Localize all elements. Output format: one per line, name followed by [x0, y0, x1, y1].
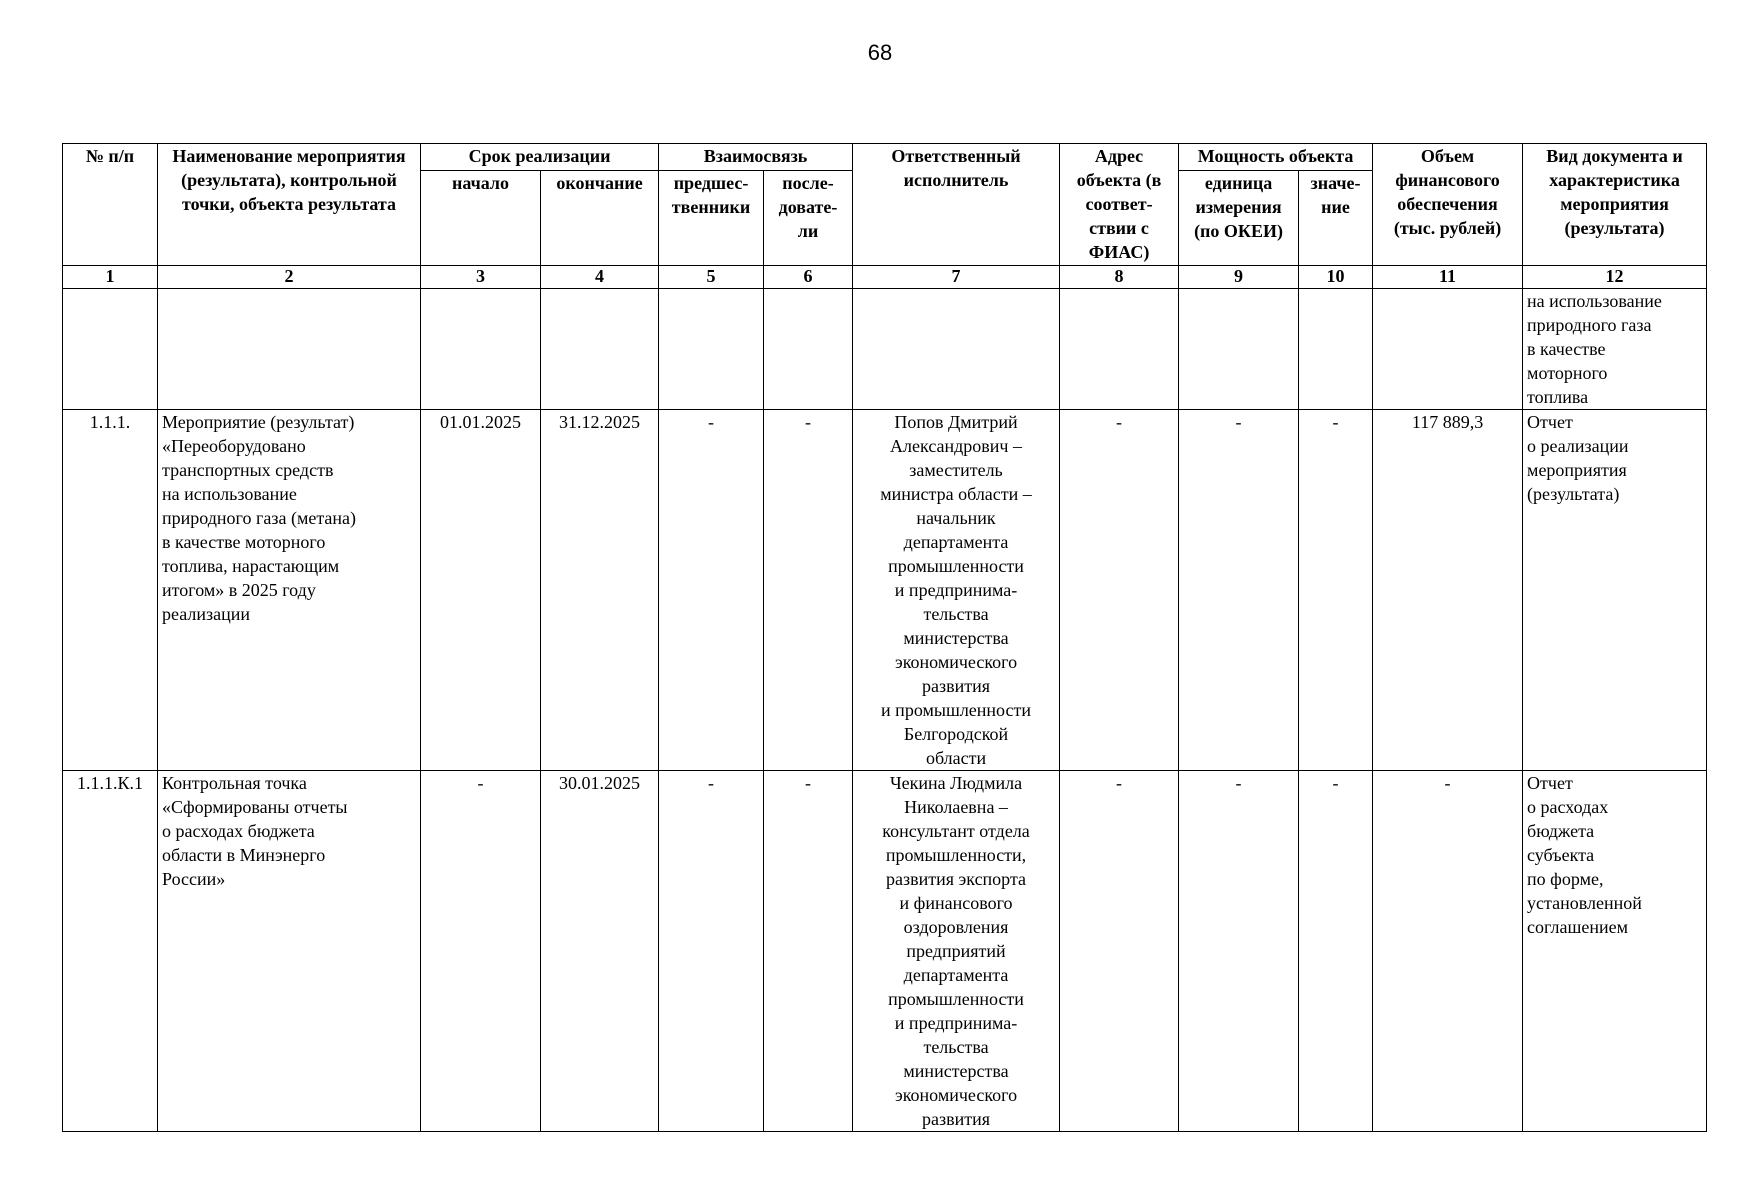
column-number: 5	[659, 266, 764, 289]
header-num: № п/п	[63, 144, 158, 266]
cell-predecessors	[659, 289, 764, 410]
cell-end: 30.01.2025	[541, 771, 659, 1132]
cell-start: -	[421, 771, 541, 1132]
header-document: Вид документа и характеристика мероприятия (результата)	[1523, 144, 1707, 266]
cell-address: -	[1060, 771, 1179, 1132]
header-predecessors: предшес- твенники	[659, 171, 764, 266]
cell-successors	[764, 289, 853, 410]
column-number: 11	[1373, 266, 1523, 289]
column-number: 8	[1060, 266, 1179, 289]
page-number: 68	[867, 40, 893, 65]
header-successors: после- довате- ли	[764, 171, 853, 266]
cell-num: 1.1.1.	[63, 410, 158, 771]
cell-predecessors: -	[659, 771, 764, 1132]
cell-end	[541, 289, 659, 410]
cell-unit: -	[1179, 410, 1299, 771]
cell-start	[421, 289, 541, 410]
column-number: 4	[541, 266, 659, 289]
cell-predecessors: -	[659, 410, 764, 771]
cell-name: Мероприятие (результат) «Переоборудовано транспортных средств на использование природного газа (метана) в качестве моторного топлива, нарастающим итогом» в 2025 году реализации	[158, 410, 421, 771]
cell-responsible	[853, 289, 1060, 410]
header-power-group: Мощность объекта	[1179, 144, 1373, 171]
cell-name: Контрольная точка «Сформированы отчеты о расходах бюджета области в Минэнерго России»	[158, 771, 421, 1132]
header-end: окончание	[541, 171, 659, 266]
events-table	[62, 143, 1707, 1132]
header-name: Наименование мероприятия (результата), контрольной точки, объекта результата	[158, 144, 421, 266]
cell-address	[1060, 289, 1179, 410]
cell-value: -	[1299, 771, 1373, 1132]
cell-address: -	[1060, 410, 1179, 771]
header-value: значе- ние	[1299, 171, 1373, 266]
cell-unit	[1179, 289, 1299, 410]
column-number: 3	[421, 266, 541, 289]
header-unit: единица измерения (по ОКЕИ)	[1179, 171, 1299, 266]
cell-successors: -	[764, 410, 853, 771]
cell-num	[63, 289, 158, 410]
header-start: начало	[421, 171, 541, 266]
column-number: 2	[158, 266, 421, 289]
header-responsible: Ответственный исполнитель	[853, 144, 1060, 266]
cell-responsible: Попов Дмитрий Александрович – заместитель министра области – начальник департамента промышленности и предпринима- тельства министерства экономического развития и промышленности Белгородской области	[853, 410, 1060, 771]
cell-start: 01.01.2025	[421, 410, 541, 771]
cell-document: Отчет о расходах бюджета субъекта по форме, установленной соглашением	[1523, 771, 1707, 1132]
cell-unit: -	[1179, 771, 1299, 1132]
column-number: 6	[764, 266, 853, 289]
cell-name	[158, 289, 421, 410]
header-link-group: Взаимосвязь	[659, 144, 853, 171]
cell-num: 1.1.1.К.1	[63, 771, 158, 1132]
table-row	[63, 289, 1707, 410]
column-number: 1	[63, 266, 158, 289]
table-row	[63, 410, 1707, 771]
cell-financing	[1373, 289, 1523, 410]
column-number: 9	[1179, 266, 1299, 289]
cell-successors: -	[764, 771, 853, 1132]
header-term-group: Срок реализации	[421, 144, 659, 171]
column-number: 12	[1523, 266, 1707, 289]
header-financing: Объем финансового обеспечения (тыс. рублей)	[1373, 144, 1523, 266]
cell-end: 31.12.2025	[541, 410, 659, 771]
table-row	[63, 771, 1707, 1132]
header-address: Адрес объекта (в соответ- ствии с ФИАС)	[1060, 144, 1179, 266]
cell-financing: 117 889,3	[1373, 410, 1523, 771]
column-number: 7	[853, 266, 1060, 289]
cell-financing: -	[1373, 771, 1523, 1132]
column-number: 10	[1299, 266, 1373, 289]
cell-document: на использование природного газа в качестве моторного топлива	[1523, 289, 1707, 410]
cell-responsible: Чекина Людмила Николаевна – консультант отдела промышленности, развития экспорта и финансового оздоровления предприятий департамента промышленности и предпринима- тельства министерства экономического развития	[853, 771, 1060, 1132]
cell-document: Отчет о реализации мероприятия (результата)	[1523, 410, 1707, 771]
cell-value: -	[1299, 410, 1373, 771]
cell-value	[1299, 289, 1373, 410]
